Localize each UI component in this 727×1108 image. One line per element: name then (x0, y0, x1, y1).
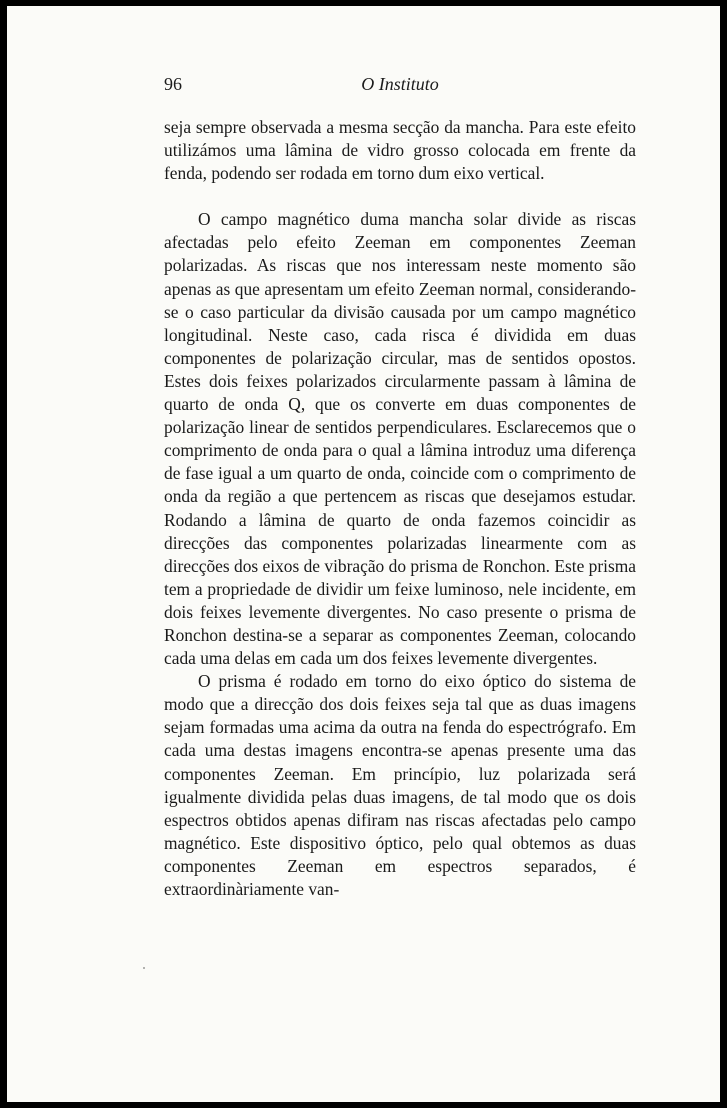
body-text (164, 116, 636, 901)
running-header (164, 74, 636, 102)
paragraph-prism: O prisma é rodado em torno do eixo óptico do sistema de modo que a direcção dos dois feixes seja tal que as duas imagens sejam formadas uma acima da outra na fenda do espectrógrafo. Em cada uma destas imagens encontra-se apenas presente uma das componentes Zeeman. Em princípio, luz polarizada será igualmente dividida pelas duas imagens, de tal modo que os dois espectros obtidos apenas difiram nas riscas afectadas pelo campo magnético. Este dispositivo óptico, pelo qual obtemos as duas componentes Zeeman em espectros separados, é extraordinàriamente van- (164, 671, 636, 899)
paragraph-continuation: seja sempre observada a mesma secção da mancha. Para este efeito utilizámos uma lâmina de vidro grosso colocada em frente da fenda, podendo ser rodada em torno dum eixo vertical. (164, 117, 636, 184)
running-title: O Instituto (361, 74, 439, 94)
paragraph-magnetic-field: O campo magnético duma mancha solar divide as riscas afectadas pelo efeito Zeeman em componentes Zeeman polarizadas. As riscas que nos interessam neste momento são apenas as que apresentam um efeito Zeeman normal, considerando-se o caso particular da divisão causada por um campo magnético longitudinal. Neste caso, cada risca é dividida em duas componentes de polarização circular, mas de sentidos opostos. Estes dois feixes polarizados circularmente passam à lâmina de quarto de onda Q, que os converte em duas componentes de polarização linear de sentidos perpendiculares. Esclarecemos que o comprimento de onda para o qual a lâmina introduz uma diferença de fase igual a um quarto de onda, coincide com o comprimento de onda da região a que pertencem as riscas que desejamos estudar. Rodando a lâmina de quarto de onda fazemos coincidir as direcções das componentes polarizadas linearmente com as direcções dos eixos de vibração do prisma de Ronchon. Este prisma tem a propriedade de dividir um feixe luminoso, nele incidente, em dois feixes levemente divergentes. No caso presente o prisma de Ronchon destina-se a separar as componentes Zeeman, colocando cada uma delas em cada um dos feixes levemente divergentes. (164, 209, 636, 669)
paper-speck (143, 967, 145, 969)
page-number: 96 (164, 74, 182, 94)
book-page (7, 6, 720, 1102)
